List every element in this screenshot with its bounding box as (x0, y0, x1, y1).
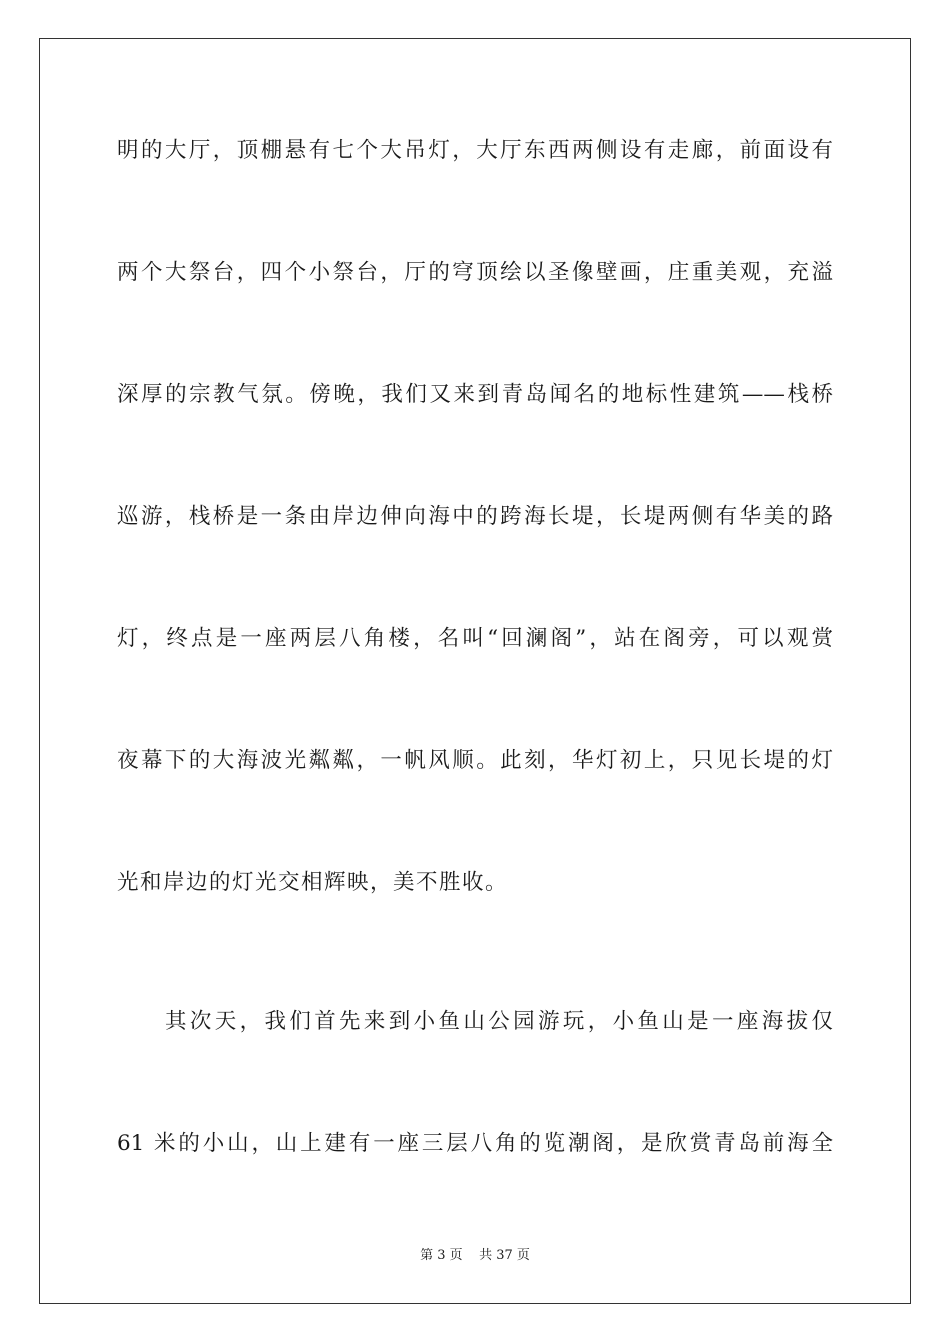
paragraph-line: 其次天，我们首先来到小鱼山公园游玩，小鱼山是一座海拔仅 (165, 1009, 833, 1034)
paragraph-line: 巡游，栈桥是一条由岸边伸向海中的跨海长堤，长堤两侧有华美的路 (117, 504, 833, 529)
paragraph-line: 光和岸边的灯光交相辉映，美不胜收。 (117, 870, 509, 895)
paragraph-line: 深厚的宗教气氛。傍晚，我们又来到青岛闻名的地标性建筑——栈桥 (117, 382, 833, 407)
paragraph-line: 灯，终点是一座两层八角楼，名叫“回澜阁”，站在阁旁，可以观赏 (117, 626, 833, 651)
page-number: 第 3 页 共 37 页 (420, 1248, 530, 1263)
paragraph-line: 夜幕下的大海波光粼粼，一帆风顺。此刻，华灯初上，只见长堤的灯 (117, 748, 833, 773)
paragraph-line: 明的大厅，顶棚悬有七个大吊灯，大厅东西两侧设有走廊，前面设有 (117, 138, 833, 163)
page-border (39, 38, 911, 1304)
paragraph-line: 两个大祭台，四个小祭台，厅的穹顶绘以圣像壁画，庄重美观，充溢 (117, 260, 833, 285)
paragraph-line: 61 米的小山，山上建有一座三层八角的览潮阁，是欣赏青岛前海全 (117, 1131, 833, 1156)
